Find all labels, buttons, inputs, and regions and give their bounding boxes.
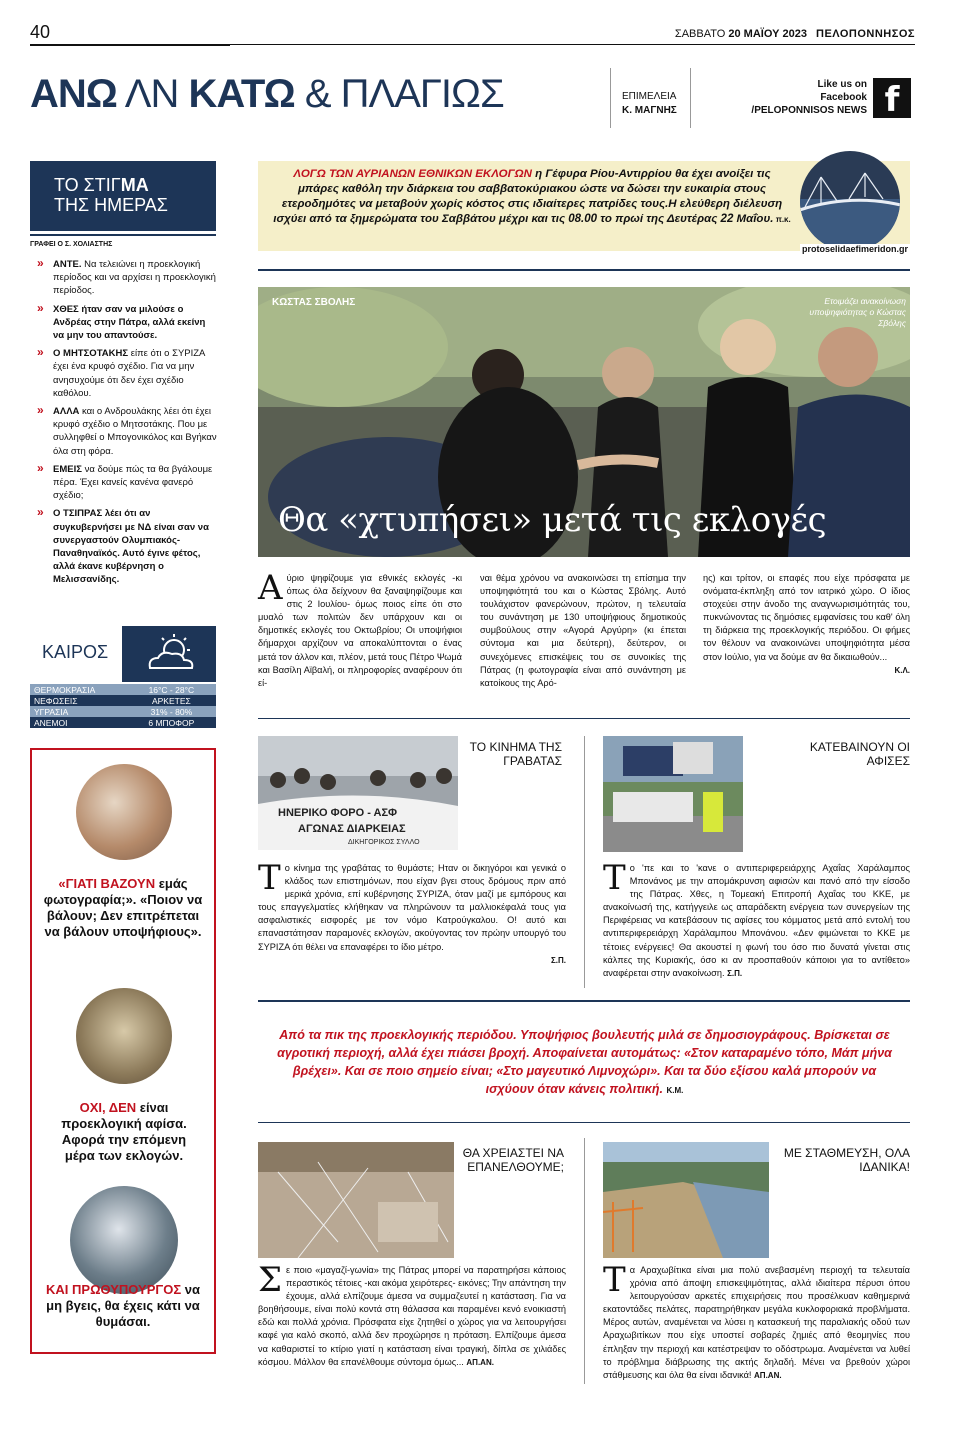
header-rule-thin: [230, 44, 915, 45]
stigma-item-text: Να τελειώνει η προεκλογική περίοδος και να αρχίσει η προεκλογική περίοδος.: [53, 259, 216, 297]
section-rule: [258, 1122, 910, 1123]
stigma-item-lead: ΕΜΕΙΣ: [53, 463, 82, 475]
stigma-item-text: είπε ότι ο ΣΥΡΙΖΑ έχει ένα κρυφό σχέδιο. Για να μην ανησυχούμε ότι δεν έχει σχέδιο καθόλου.: [53, 348, 205, 399]
weather-value: 6 ΜΠΟΦΟΡ: [127, 717, 216, 728]
stigma-item: [37, 405, 217, 458]
story5-text: α Αραχωβίτικα είναι μια πολύ ανεβασμένη περιοχή τα τελευταία χρόνια από άποψη επισκεψιμότητας, αλλά ιδιαίτερα πέρυσι όπου λειτουργούσαν αρκετές επιχειρήσεις που προσέλκυαν καθημερινά εκατοντάδες πελάτες, παρατηρήθηκαν μεγάλα κυκλοφοριακά προβλήματα. Μέρος αυτών, αναμένεται να λύσει η κατασκευή της παραλιακής οδού των Αραχωβιτίκων που είχε υποστεί σοβαρές ζημιές από θεομηνίες που έπληξαν την περιοχή και κατέστρεψαν το οδόστρωμα. Αναμένεται να λυθεί το πρόβλημα διάβρωσης της ακτής δηλαδή. Μένει να βρεθούν χώροι στάθμευσης και όλα θα είναι ιδανικά!: [603, 1265, 910, 1380]
section-title-part1: ΑΝΩ: [30, 72, 117, 116]
story4-text: ε ποιο «μαγαζί-γωνία» της Πάτρας μπορεί να παρατηρήσει κάποιος περαστικός τέτοιες -και ακόμα χειρότερες- εικόνες; Την απάντηση την έχουμε, αλλά ελπίζουμε άμεσα να συμμαζευτεί η κατάσταση. Για να βοηθήσουμε, είναι πολύ κοντά στη θάλασσα και παραμένει κενό ενοικιαστή εδώ και πολλά χρόνια. Πρόσφατα είχε ζητηθεί ο χώρος για να λειτουργήσει καφέ για καλό σκοπό, αλλά δεν προχώρησε η πρόταση. Ελπίζουμε άμεσα να καθαριστεί το κτίριο γιατί η κατάσταση είναι τραγική, δίπλα σε χιλιάδες κόσμου. Μάλλον θα επανέλθουμε σύντομα όμως...: [258, 1265, 566, 1367]
quote-signature: Κ.Μ.: [666, 1086, 684, 1095]
poster-photo: [76, 988, 172, 1084]
editor-name: Κ. ΜΑΓΝΗΣ: [622, 105, 677, 116]
story4-headline: ΘΑ ΧΡΕΙΑΣΤΕΙ ΝΑ ΕΠΑΝΕΛΘΟΥΜΕ;: [462, 1146, 564, 1174]
story2-signature: Σ.Π.: [550, 955, 566, 965]
weather-value: 31% - 80%: [127, 706, 216, 717]
stigma-item-text: και ο Ανδρουλάκης λέει ότι έχει κρυφό σχέδιο ο Μητσοτάκης. Που με συλληφθεί ο Μπογονικόλος και Βγήκαν όλα στη φόρα.: [53, 406, 217, 457]
story2-headline: ΤΟ ΚΙΝΗΜΑ ΤΗΣ ΓΡΑΒΑΤΑΣ: [469, 740, 562, 768]
coast-road-photo: [603, 1142, 769, 1258]
stigma-rule: [30, 234, 216, 236]
stigma-item-lead: ΑΝΤΕ.: [53, 259, 82, 270]
sidebar-box: [30, 748, 216, 1354]
poster-removal-photo: [603, 736, 743, 852]
bridge-lead: ΛΟΓΩ ΤΩΝ ΑΥΡΙΑΝΩΝ ΕΘΝΙΚΩΝ ΕΚΛΟΓΩΝ: [293, 168, 532, 180]
caption-text: είναι προεκλογική αφίσα. Αφορά την επόμενη μέρα των εκλογών.: [61, 1100, 187, 1163]
section-title-part3: ΚΑΤΩ: [188, 72, 295, 116]
caption-lead: ΚΑΙ ΠΡΩΘΥΠΟΥΡΓΟΣ: [46, 1282, 182, 1297]
section-title: [30, 72, 504, 117]
stigma-item: [37, 463, 217, 503]
bridge-text: [272, 167, 792, 227]
date-rest: 20 ΜΑΪΟΥ 2023: [728, 28, 807, 40]
bridge-sig: π.κ.: [773, 215, 791, 224]
banner-text-2: ΑΓΩΝΑΣ ΔΙΑΡΚΕΙΑΣ: [298, 823, 406, 835]
stigma-header: [30, 161, 216, 231]
weather-row: [30, 684, 216, 695]
quote-text: Από τα πικ της προεκλογικής περιόδου. Υποψήφιος βουλευτής μιλά σε δημοσιογράφους. Βρίσκεται σε αγροτική περιοχή, αλλά έχει πιάσει βροχή. Αποφαίνεται αυτομάτως: «Στον καταραμένο τόπο, Μάπ μήνα βρέχει». Και σε ποιο σημείο είναι; «Στο μαγευτικό Λιμνοχώρι». Και τα δύο εξίσου καλά μπορούν να ισχύουν όταν κάνεις πολιτική.: [277, 1028, 892, 1096]
watermark: protoselidaefimeridon.gr: [802, 244, 909, 254]
protest-photo: [258, 736, 458, 850]
drop-cap: Τ: [603, 1260, 626, 1300]
main-column-3: [703, 572, 910, 677]
stigma-line1b: ΜΑ: [120, 175, 149, 195]
sidebar-caption-1: [40, 876, 206, 940]
stigma-item: [37, 303, 217, 343]
story3-text: ο 'πε και το 'κανε ο αντιπεριφερειάρχης Αχαΐας Χαράλαμπος Μπονάνος με την απομάκρυνση αφισών και πανό από την είσοδο της Πάτρας. Χθες, η Τομεακή Επιτροπή Αχαΐας του ΚΚΕ, με ανακοίνωσή της, κατήγγειλε ως απαράδεκτη ενέργεια των συνεργείων της Περιφέρειας να κατεβάσουν τις αφίσες του κόμματος μετά από εντολή του αντιπεριφερειάρχη Χαράλαμπου Μπονάνου. «Δεν φιμώνεται το ΚΚΕ με τέτοιες ενέργειες! Θα ακουστεί η φωνή του όσο πιο δυνατά γίνεται στις κάλπες της Κυριακής, όσο κι αν προσπαθούν κάποιοι για το αντίθετο» αναφέρεται στην ανακοίνωση.: [603, 863, 910, 978]
stigma-item: [37, 507, 217, 586]
main-text-1: ύριο ψηφίζουμε για εθνικές εκλογές -κι όπως όλα δείχνουν θα ξαναψηφίζουμε και στις 2 Ιουλίου- όμως ποιος είπε ότι στο μυαλό των πολιτών δεν υπάρχουν και οι δημοτικές εκλογές του Οκτωβρίου; Οι υποψήφιοι δήμαρχοι αρχίζουν να αποκαλύπτονται ο ένας μετά τον άλλον και, πλέον, μετά τους Πέτρο Ψωμά και Βασίλη Αϊβαλή, οι πληροφορίες αναφέρουν ότι εί-: [258, 573, 462, 688]
banner-text-1: ΗΝΕΡΙΚΟ ΦΟΡΟ - ΑΣΦ: [278, 807, 398, 819]
story5-body: [603, 1260, 910, 1382]
weather-row: [30, 717, 216, 728]
quote-block: [272, 1026, 897, 1100]
dateline: [675, 28, 915, 40]
stigma-list: [37, 258, 217, 592]
main-kicker: ΚΩΣΤΑΣ ΣΒΟΛΗΣ: [272, 297, 356, 308]
drop-cap: Τ: [603, 858, 626, 898]
column-divider: [584, 736, 585, 988]
stigma-line2: ΤΗΣ ΗΜΕΡΑΣ: [54, 195, 168, 215]
facebook-icon: f: [873, 78, 911, 118]
bridge-photo: [791, 151, 909, 251]
drop-cap: Α: [258, 568, 283, 608]
paper-name: ΠΕΛΟΠΟΝΝΗΣΟΣ: [816, 28, 915, 40]
main-signature: Κ.Λ.: [894, 665, 910, 675]
weather-label: ΑΝΕΜΟΙ: [30, 717, 127, 728]
facebook-promo: [745, 78, 867, 117]
weather-title: ΚΑΙΡΟΣ: [42, 642, 109, 662]
masthead-divider: [610, 68, 611, 128]
stigma-item-lead: Ο ΤΣΙΠΡΑΣ λέει ότι αν συγκυβερνήσει με ΝΔ είναι σαν να συνεργαστούν Ολυμπιακός- Παναθηναϊκός. Αυτό έγινε φέτος, αλλά έκανε κυβέρνηση ο Μελισσανίδης.: [53, 508, 209, 586]
main-text-3: ης) και τρίτον, οι επαφές που είχε πρόσφατα με ονόματα-έκπληξη από τον ιατρικό χώρο. Ο ίδιος στοχεύει στην άνοδο της αναγνωρισιμότητάς του, πυκνώνοντας τις δημόσιες εμφανίσεις του καθ' όλη τη διάρκεια της προεκλογικής περιόδου. Οι φήμες τον θέλουν να ανακοινώνει υποψηφιότητα μέσα στον Ιούλιο, για να δούμε αν θα δικαιωθούν...: [703, 573, 910, 662]
weather-value: 16°C - 28°C: [127, 684, 216, 695]
caption-lead: ΟΧΙ, ΔΕΝ: [79, 1100, 137, 1115]
stigma-item-lead: ΑΛΛΑ: [53, 406, 80, 418]
story3-body: [603, 858, 910, 980]
caption-text: να μη βγεις, θα έχεις κάτι να θυμάσαι.: [46, 1282, 200, 1329]
photo-collage: [76, 764, 172, 860]
main-column-1: [258, 568, 462, 690]
story4-signature: ΑΠ.ΑΝ.: [466, 1357, 494, 1367]
stigma-item: [37, 347, 217, 400]
main-headline: Θα «χτυπήσει» μετά τις εκλογές: [278, 500, 827, 540]
story2-text: ο κίνημα της γραβάτας το θυμάστε; Ηταν οι δικηγόροι και γενικά ο κλάδος των επιστημόνων, που είχαν βγει στους δρόμους πριν από μερικά χρόνια, επί κυβέρνησης ΣΥΡΙΖΑ, όταν μαζί με εμπόρους και τους επαγγελματίες κλήθηκαν να πληρώνουν τα μαλλιοκέφαλά τους για ασφαλιστικές εισφορές με τον νόμο Κατρούγκαλου. Ο! αυτό και επαναστάτησαν παραμονές εκλογών, ακούγοντας τον πρώην υπουργό του ΣΥΡΙΖΑ ότι θέλει να επαναφέρει το ίδιο μέτρο.: [258, 863, 566, 952]
cloud-sun-icon: [122, 626, 216, 682]
weather-label: ΝΕΦΩΣΕΙΣ: [30, 695, 127, 706]
stigma-byline: ΓΡΑΦΕΙ Ο Σ. ΧΟΛΙΑΣΤΗΣ: [30, 241, 113, 248]
drop-cap: Σ: [258, 1260, 283, 1300]
sidebar-caption-2: [46, 1100, 202, 1164]
story2-body: [258, 858, 566, 967]
bridge-body: η Γέφυρα Ρίου-Αντιρρίου θα έχει ανοίξει τις μπάρες καθόλη την διάρκεια του σαββατοκύριακου ώστε να δώσει την ευκαιρία στους ετεροδημότες να μεταβούν χωρίς κόστος στις ιδιαίτερες πατρίδες τους.Η ελεύθερη διέλευση ισχύει από τα ξημερώματα του Σαββάτου μέχρι και τις 08.00 το πρωί της Δευτέρας 22 Μαΐου.: [273, 168, 783, 225]
section-rule: [258, 1000, 910, 1002]
stigma-line1a: ΤΟ ΣΤΙΓ: [54, 175, 121, 195]
date-day: ΣΑΒΒΑΤΟ: [674, 28, 726, 40]
stigma-item-text: να δούμε πώς τα θα βγάλουμε πέρα. Έχει κανείς κανένα φανερό σχέδιο;: [53, 463, 213, 502]
fb-line2: Facebook: [820, 92, 867, 103]
weather-row: [30, 695, 216, 706]
fb-line3: /PELOPONNISOS NEWS: [751, 105, 867, 116]
section-title-part4: & ΠΛΑΓΙΩΣ: [294, 72, 504, 116]
main-photo-caption: Ετοιμάζει ανακοίνωση υποψηφιότητας ο Κώστας Σβόλης: [809, 296, 906, 328]
broken-glass-photo: [258, 1142, 454, 1258]
story3-headline: ΚΑΤΕΒΑΙΝΟΥΝ ΟΙ ΑΦΙΣΕΣ: [809, 740, 910, 768]
page-number: 40: [30, 22, 51, 42]
story5-signature: ΑΠ.ΑΝ.: [754, 1370, 782, 1380]
weather-label: ΥΓΡΑΣΙΑ: [30, 706, 127, 717]
fb-line1: Like us on: [817, 79, 867, 90]
story5-headline: ΜΕ ΣΤΑΘΜΕΥΣΗ, ΟΛΑ ΙΔΑΝΙΚΑ!: [783, 1146, 910, 1174]
weather-label: ΘΕΡΜΟΚΡΑΣΙΑ: [30, 684, 127, 695]
weather-table: [30, 684, 216, 728]
pm-photo: [70, 1186, 178, 1294]
editor-label: ΕΠΙΜΕΛΕΙΑ: [622, 91, 677, 102]
editor-credit: [622, 90, 677, 118]
main-column-2: ναι θέμα χρόνου να ανακοινώσει τη επίσημα την υποψηφιότητά του και ο Κώστας Σβόλης. Αυτό τουλάχιστον φανερώνουν, πρώτον, η τελευταία του συνάντηση με 130 υποψήφιους δημοτικούς συμβούλους στην «Αγορά Αργύρη» (κι έπεται σύντομα και μια δεύτερη), δεύτερον, οι συνεχόμενες επισκέψεις του σε συνοικίες της Πάτρας (η φωτογραφία είναι από συνάντηση με κατοίκους της Αρό-: [480, 573, 686, 688]
section-title-part2: ΛΝ: [116, 72, 189, 116]
weather-row: [30, 706, 216, 717]
masthead-divider: [690, 68, 691, 128]
stigma-item: [37, 258, 217, 298]
column-divider: [584, 1138, 585, 1384]
sidebar-caption-3: [40, 1282, 206, 1330]
header-rule: [30, 44, 230, 46]
caption-text: εμάς φωτογραφία;». «Ποιον να βάλουν; Δεν επιτρέπεται να βάλουν υποψήφιους».: [43, 876, 203, 939]
story3-signature: Σ.Π.: [727, 968, 743, 978]
section-rule: [258, 269, 910, 271]
drop-cap: Τ: [258, 858, 281, 898]
section-rule: [258, 718, 910, 719]
stigma-item-lead: ΧΘΕΣ ήταν σαν να μιλούσε ο Ανδρέας στην Πάτρα, αλλά εκείνη να μην του απαντούσε.: [53, 303, 206, 342]
story4-body: [258, 1260, 566, 1369]
stigma-item-lead: Ο ΜΗΤΣΟΤΑΚΗΣ: [53, 348, 129, 360]
weather-value: ΑΡΚΕΤΕΣ: [127, 695, 216, 706]
caption-lead: «ΓΙΑΤΙ ΒΑΖΟΥΝ: [58, 876, 156, 891]
banner-text-3: ΔΙΚΗΓΟΡΙΚΟΣ ΣΥΛΛΟ: [348, 839, 420, 846]
